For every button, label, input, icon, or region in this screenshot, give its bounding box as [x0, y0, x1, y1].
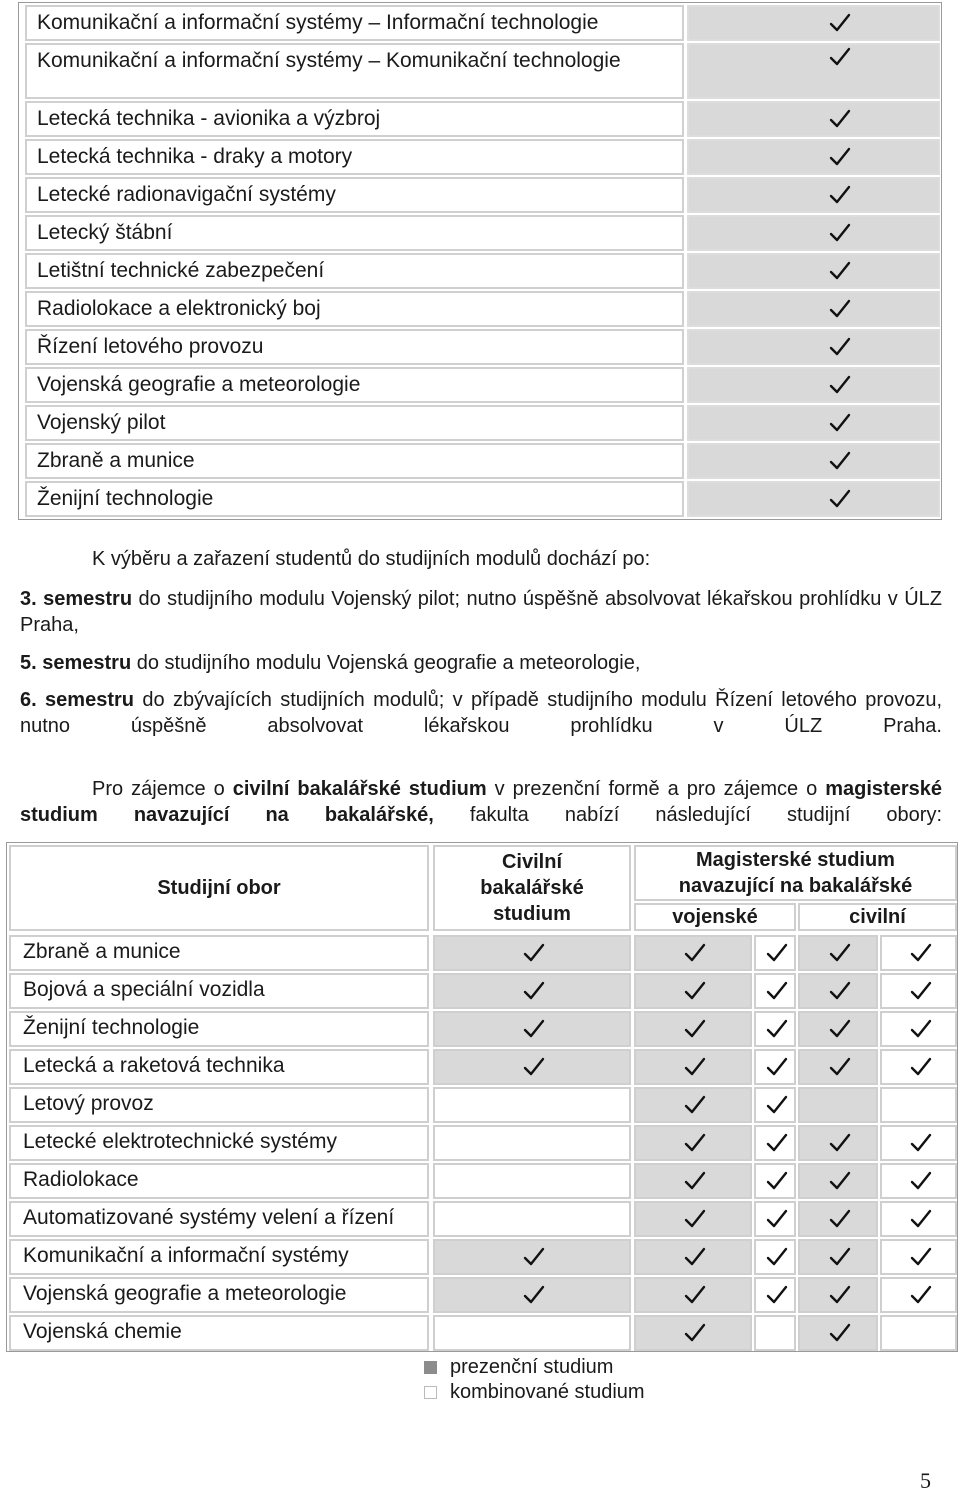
checkmark-icon	[829, 13, 851, 33]
program-cell	[798, 935, 878, 971]
program-cell	[798, 1201, 878, 1237]
program-cell	[433, 1049, 631, 1085]
checkmark-icon	[684, 1057, 706, 1077]
header-obor: Studijní obor	[9, 845, 429, 931]
program-cell	[880, 1049, 957, 1085]
module-check-cell	[687, 253, 940, 289]
selection-item-text: do zbývajících studijních modulů; v případě studijního modulu Řízení letového provozu, nutno úspěšně absolvovat lékařskou prohlídku v ÚLZ Praha.	[20, 689, 943, 737]
program-cell	[754, 1201, 796, 1237]
checkmark-icon	[766, 1019, 788, 1039]
header-civilni: civilní	[798, 903, 957, 931]
programs-table	[6, 842, 958, 1352]
checkmark-icon	[829, 943, 851, 963]
program-cell	[880, 1011, 957, 1047]
selection-item-6	[20, 687, 942, 739]
legend-label: kombinované studium	[450, 1381, 645, 1403]
program-cell	[433, 1087, 631, 1123]
module-name: Letecké radionavigační systémy	[25, 177, 684, 213]
checkmark-icon	[829, 223, 851, 243]
program-cell	[433, 1011, 631, 1047]
module-check-cell	[687, 215, 940, 251]
checkmark-icon	[910, 1209, 932, 1229]
module-check-cell	[687, 405, 940, 441]
checkmark-icon	[684, 943, 706, 963]
checkmark-icon	[684, 1133, 706, 1153]
program-cell	[798, 1239, 878, 1275]
program-cell	[754, 1277, 796, 1313]
program-cell	[880, 1125, 957, 1161]
module-name: Zbraně a munice	[25, 443, 684, 479]
checkmark-icon	[766, 1095, 788, 1115]
checkmark-icon	[910, 981, 932, 1001]
header-civil-bc: Civilní bakalářské studium	[433, 845, 631, 931]
program-cell	[634, 1315, 752, 1351]
module-check-cell	[687, 481, 940, 517]
program-cell	[634, 935, 752, 971]
checkmark-icon	[523, 1057, 545, 1077]
checkmark-icon	[829, 1171, 851, 1191]
program-name: Bojová a speciální vozidla	[9, 973, 429, 1009]
program-name: Letecké elektrotechnické systémy	[9, 1125, 429, 1161]
checkmark-icon	[910, 1247, 932, 1267]
selection-item-lead: 6. semestru	[20, 689, 134, 711]
selection-item-text: do studijního modulu Vojenský pilot; nutno úspěšně absolvovat lékařskou prohlídku v ÚLZ Praha,	[20, 588, 942, 636]
program-name: Automatizované systémy velení a řízení	[9, 1201, 429, 1237]
checkmark-icon	[684, 1247, 706, 1267]
module-check-cell	[687, 177, 940, 213]
checkmark-icon	[766, 1247, 788, 1267]
program-cell	[880, 973, 957, 1009]
program-cell	[798, 1087, 878, 1123]
checkmark-icon	[910, 1133, 932, 1153]
checkmark-icon	[766, 1285, 788, 1305]
module-check-cell	[687, 43, 940, 99]
module-name: Letecká technika - avionika a výzbroj	[25, 101, 684, 137]
legend-swatch-combined	[424, 1386, 437, 1399]
program-cell	[754, 935, 796, 971]
module-name: Komunikační a informační systémy – Informační technologie	[25, 5, 684, 41]
offer-text: v prezenční formě a pro zájemce o	[486, 778, 826, 800]
checkmark-icon	[829, 451, 851, 471]
checkmark-icon	[829, 1285, 851, 1305]
checkmark-icon	[523, 1247, 545, 1267]
selection-item-lead: 5. semestru	[20, 652, 132, 674]
checkmark-icon	[523, 1285, 545, 1305]
checkmark-icon	[766, 943, 788, 963]
checkmark-icon	[684, 1285, 706, 1305]
program-cell	[634, 1239, 752, 1275]
program-cell	[754, 973, 796, 1009]
module-check-cell	[687, 5, 940, 41]
checkmark-icon	[829, 1247, 851, 1267]
module-name: Radiolokace a elektronický boj	[25, 291, 684, 327]
selection-item-3	[20, 586, 942, 638]
program-cell	[798, 1277, 878, 1313]
program-cell	[754, 1011, 796, 1047]
program-cell	[634, 1163, 752, 1199]
checkmark-icon	[829, 1209, 851, 1229]
checkmark-icon	[829, 147, 851, 167]
checkmark-icon	[829, 413, 851, 433]
program-name: Vojenská geografie a meteorologie	[9, 1277, 429, 1313]
checkmark-icon	[523, 1019, 545, 1039]
program-name: Letový provoz	[9, 1087, 429, 1123]
program-cell	[880, 1201, 957, 1237]
program-cell	[880, 1087, 957, 1123]
checkmark-icon	[829, 185, 851, 205]
program-cell	[433, 1277, 631, 1313]
checkmark-icon	[829, 981, 851, 1001]
header-vojenske: vojenské	[634, 903, 796, 931]
module-check-cell	[687, 291, 940, 327]
legend-full-time	[424, 1355, 613, 1380]
program-cell	[754, 1087, 796, 1123]
program-cell	[754, 1125, 796, 1161]
module-name: Řízení letového provozu	[25, 329, 684, 365]
legend-swatch-full-time	[424, 1361, 437, 1374]
program-cell	[754, 1049, 796, 1085]
page-number: 5	[920, 1468, 931, 1493]
program-name: Radiolokace	[9, 1163, 429, 1199]
header-mgr: Magisterské studium navazující na bakalářské	[634, 845, 957, 901]
checkmark-icon	[829, 337, 851, 357]
checkmark-icon	[829, 489, 851, 509]
program-cell	[798, 1315, 878, 1351]
program-name: Ženijní technologie	[9, 1011, 429, 1047]
checkmark-icon	[829, 261, 851, 281]
program-cell	[880, 1315, 957, 1351]
checkmark-icon	[684, 1209, 706, 1229]
module-name: Letecký štábní	[25, 215, 684, 251]
program-cell	[634, 1201, 752, 1237]
checkmark-icon	[684, 981, 706, 1001]
checkmark-icon	[829, 109, 851, 129]
checkmark-icon	[684, 1171, 706, 1191]
program-cell	[880, 1163, 957, 1199]
checkmark-icon	[766, 1057, 788, 1077]
module-check-cell	[687, 101, 940, 137]
program-cell	[754, 1163, 796, 1199]
checkmark-icon	[684, 1019, 706, 1039]
checkmark-icon	[829, 1133, 851, 1153]
program-cell	[433, 1315, 631, 1351]
program-cell	[634, 1011, 752, 1047]
program-name: Letecká a raketová technika	[9, 1049, 429, 1085]
program-cell	[798, 973, 878, 1009]
module-check-cell	[687, 139, 940, 175]
program-cell	[433, 935, 631, 971]
program-cell	[798, 1011, 878, 1047]
program-cell	[880, 1239, 957, 1275]
checkmark-icon	[910, 943, 932, 963]
program-name: Zbraně a munice	[9, 935, 429, 971]
program-cell	[798, 1049, 878, 1085]
checkmark-icon	[829, 299, 851, 319]
offer-emph: civilní bakalářské studium	[232, 778, 487, 800]
legend-label: prezenční studium	[450, 1356, 614, 1378]
module-name: Vojenský pilot	[25, 405, 684, 441]
program-cell	[798, 1163, 878, 1199]
selection-intro: K výběru a zařazení studentů do studijních modulů dochází po:	[92, 548, 651, 570]
module-name: Letecká technika - draky a motory	[25, 139, 684, 175]
checkmark-icon	[684, 1095, 706, 1115]
checkmark-icon	[766, 1209, 788, 1229]
checkmark-icon	[910, 1057, 932, 1077]
offer-text: Pro zájemce o	[92, 778, 233, 800]
program-cell	[634, 973, 752, 1009]
program-cell	[433, 1163, 631, 1199]
program-cell	[634, 1087, 752, 1123]
selection-item-5	[20, 650, 942, 676]
program-cell	[754, 1239, 796, 1275]
checkmark-icon	[829, 47, 851, 67]
program-name: Komunikační a informační systémy	[9, 1239, 429, 1275]
program-cell	[880, 1277, 957, 1313]
module-name: Ženijní technologie	[25, 481, 684, 517]
checkmark-icon	[766, 1133, 788, 1153]
program-cell	[798, 1125, 878, 1161]
checkmark-icon	[684, 1323, 706, 1343]
program-cell	[634, 1125, 752, 1161]
offer-paragraph	[20, 776, 942, 828]
program-cell	[433, 1239, 631, 1275]
checkmark-icon	[829, 375, 851, 395]
checkmark-icon	[829, 1057, 851, 1077]
module-check-cell	[687, 367, 940, 403]
offer-text: fakulta nabízí následující studijní obory:	[433, 804, 942, 826]
module-name: Letištní technické zabezpečení	[25, 253, 684, 289]
program-cell	[880, 935, 957, 971]
checkmark-icon	[829, 1019, 851, 1039]
program-cell	[433, 1201, 631, 1237]
legend-combined	[424, 1380, 645, 1405]
checkmark-icon	[766, 1171, 788, 1191]
program-cell	[433, 1125, 631, 1161]
program-cell	[634, 1277, 752, 1313]
checkmark-icon	[910, 1171, 932, 1191]
checkmark-icon	[910, 1285, 932, 1305]
checkmark-icon	[766, 981, 788, 1001]
module-name: Komunikační a informační systémy – Komunikační technologie	[25, 43, 684, 99]
program-name: Vojenská chemie	[9, 1315, 429, 1351]
module-check-cell	[687, 329, 940, 365]
program-cell	[433, 973, 631, 1009]
offer-emph: magisterské studium navazující na bakalářské,	[20, 778, 942, 826]
module-name: Vojenská geografie a meteorologie	[25, 367, 684, 403]
checkmark-icon	[523, 981, 545, 1001]
program-cell	[634, 1049, 752, 1085]
selection-item-lead: 3. semestru	[20, 588, 133, 610]
selection-item-text: do studijního modulu Vojenská geografie a meteorologie,	[131, 652, 641, 674]
program-cell	[754, 1315, 796, 1351]
checkmark-icon	[829, 1323, 851, 1343]
checkmark-icon	[523, 943, 545, 963]
modules-table	[18, 2, 942, 520]
checkmark-icon	[910, 1019, 932, 1039]
module-check-cell	[687, 443, 940, 479]
